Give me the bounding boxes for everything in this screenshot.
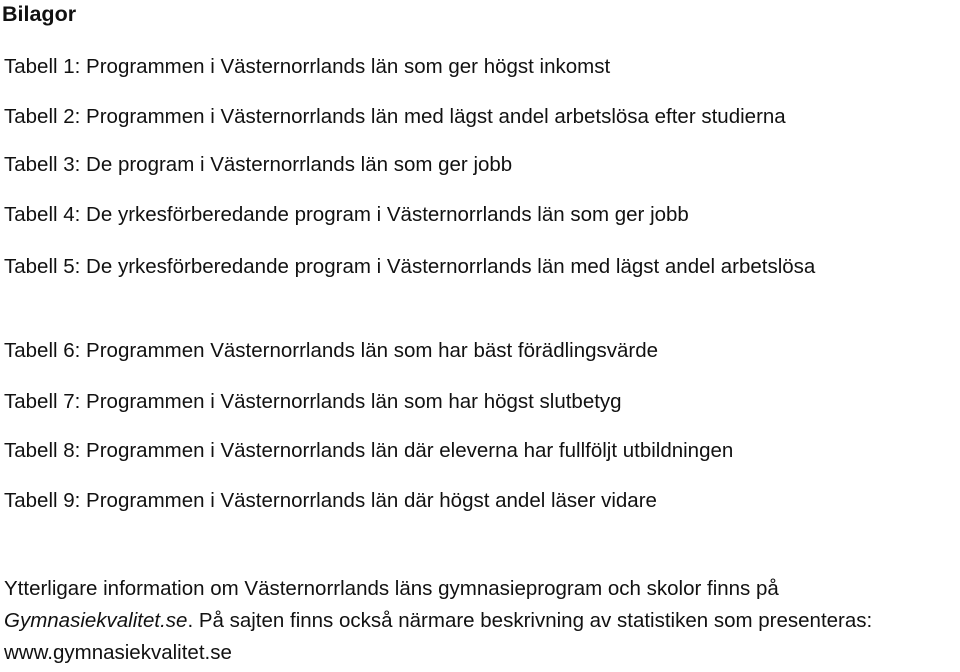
page-title: Bilagor — [2, 2, 77, 26]
additional-info-paragraph — [4, 573, 959, 669]
list-item: Tabell 5: De yrkesförberedande program i Västernorrlands län med lägst andel arbetslösa — [4, 255, 816, 278]
list-item: Tabell 6: Programmen Västernorrlands län som har bäst förädlingsvärde — [4, 339, 659, 362]
list-item: Tabell 4: De yrkesförberedande program i Västernorrlands län som ger jobb — [4, 203, 689, 226]
list-item: Tabell 2: Programmen i Västernorrlands län med lägst andel arbetslösa efter studierna — [4, 105, 786, 128]
list-item: Tabell 1: Programmen i Västernorrlands län som ger högst inkomst — [4, 55, 611, 78]
list-item: Tabell 7: Programmen i Västernorrlands län som har högst slutbetyg — [4, 390, 622, 413]
info-text-start: Ytterligare information om Västernorrlands läns gymnasieprogram och skolor finns på — [4, 577, 779, 600]
info-text-end: . På sajten finns också närmare beskrivning av statistiken som presenteras: www.gymnasiekvalitet.se — [4, 609, 873, 664]
site-name: Gymnasiekvalitet.se — [4, 609, 188, 632]
list-item: Tabell 9: Programmen i Västernorrlands län där högst andel läser vidare — [4, 489, 657, 512]
list-item: Tabell 8: Programmen i Västernorrlands län där eleverna har fullföljt utbildningen — [4, 439, 734, 462]
list-item: Tabell 3: De program i Västernorrlands län som ger jobb — [4, 153, 513, 176]
